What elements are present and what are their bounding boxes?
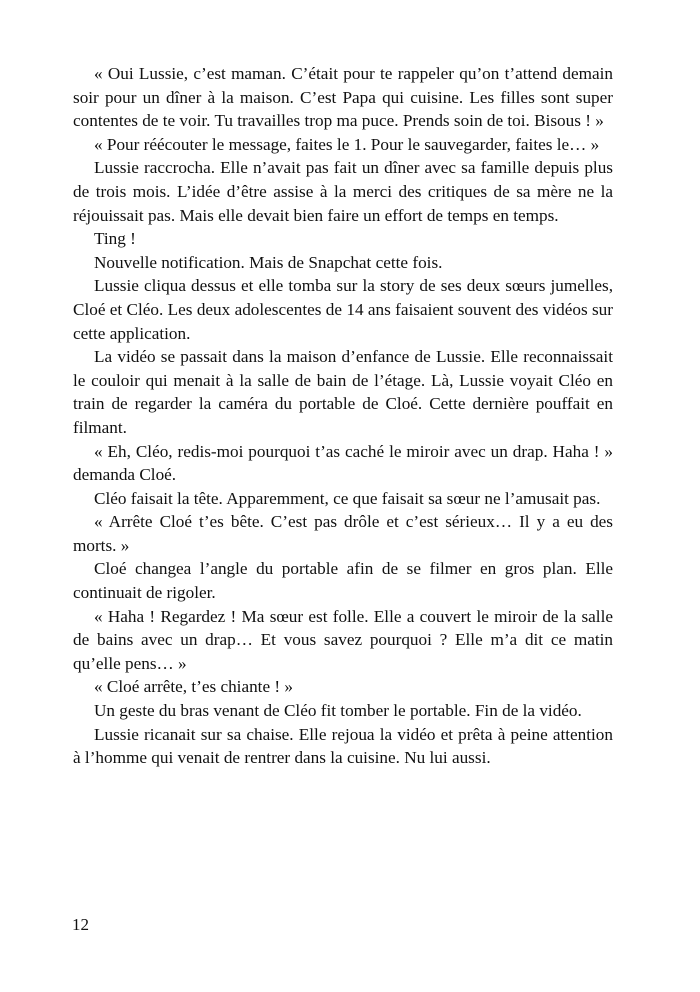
paragraph-3: Lussie raccrocha. Elle n’avait pas fait un dîner avec sa famille depuis plus de trois mois. L’idée d’être assise à la merci des critiques de sa mère ne la réjouissait pas. Mais elle devait bien faire un effort de temps en temps. <box>73 158 613 225</box>
paragraph-9: Cléo faisait la tête. Apparemment, ce que faisait sa sœur ne l’amusait pas. <box>94 488 601 508</box>
paragraph-15: Lussie ricanait sur sa chaise. Elle rejoua la vidéo et prêta à peine attention à l’homme qui venait de rentrer dans la cuisine. Nu lui aussi. <box>73 724 613 768</box>
paragraph-2: « Pour réécouter le message, faites le 1. Pour le sauvegarder, faites le… » <box>94 134 600 154</box>
paragraph-7: La vidéo se passait dans la maison d’enfance de Lussie. Elle reconnaissait le couloir qui menait à la salle de bain de l’étage. Là, Lussie voyait Cléo en train de regarder la caméra du portable de Cloé. Cette dernière pouffait en filmant. <box>73 347 613 437</box>
paragraph-11: Cloé changea l’angle du portable afin de se filmer en gros plan. Elle continuait de rigoler. <box>73 559 613 603</box>
paragraph-10: « Arrête Cloé t’es bête. C’est pas drôle et c’est sérieux… Il y a eu des morts. » <box>73 512 613 555</box>
paragraph-1: « Oui Lussie, c’est maman. C’était pour te rappeler qu’on t’attend demain soir pour un dîner à la maison. C’est Papa qui cuisine. Les filles sont super contentes de te voir. Tu travailles trop ma puce. Prends soin de toi. Bisous ! » <box>73 64 613 131</box>
page-number: 12 <box>72 915 89 934</box>
paragraph-14: Un geste du bras venant de Cléo fit tomber le portable. Fin de la vidéo. <box>94 701 582 721</box>
paragraph-13: « Cloé arrête, t’es chiante ! » <box>94 677 293 697</box>
paragraph-12: « Haha ! Regardez ! Ma sœur est folle. Elle a couvert le miroir de la salle de bains avec un drap… Et vous savez pourquoi ? Elle m’a dit ce matin qu’elle pens… » <box>73 606 613 673</box>
paragraph-6: Lussie cliqua dessus et elle tomba sur la story de ses deux sœurs jumelles, Cloé et Cléo. Les deux adolescentes de 14 ans faisaient souvent des vidéos sur cette application. <box>73 276 613 343</box>
body-text <box>73 62 613 770</box>
paragraph-5: Nouvelle notification. Mais de Snapchat cette fois. <box>94 252 443 272</box>
paragraph-4: Ting ! <box>94 229 136 249</box>
paragraph-8: « Eh, Cléo, redis-moi pourquoi t’as caché le miroir avec un drap. Haha ! » demanda Cloé. <box>73 441 613 485</box>
